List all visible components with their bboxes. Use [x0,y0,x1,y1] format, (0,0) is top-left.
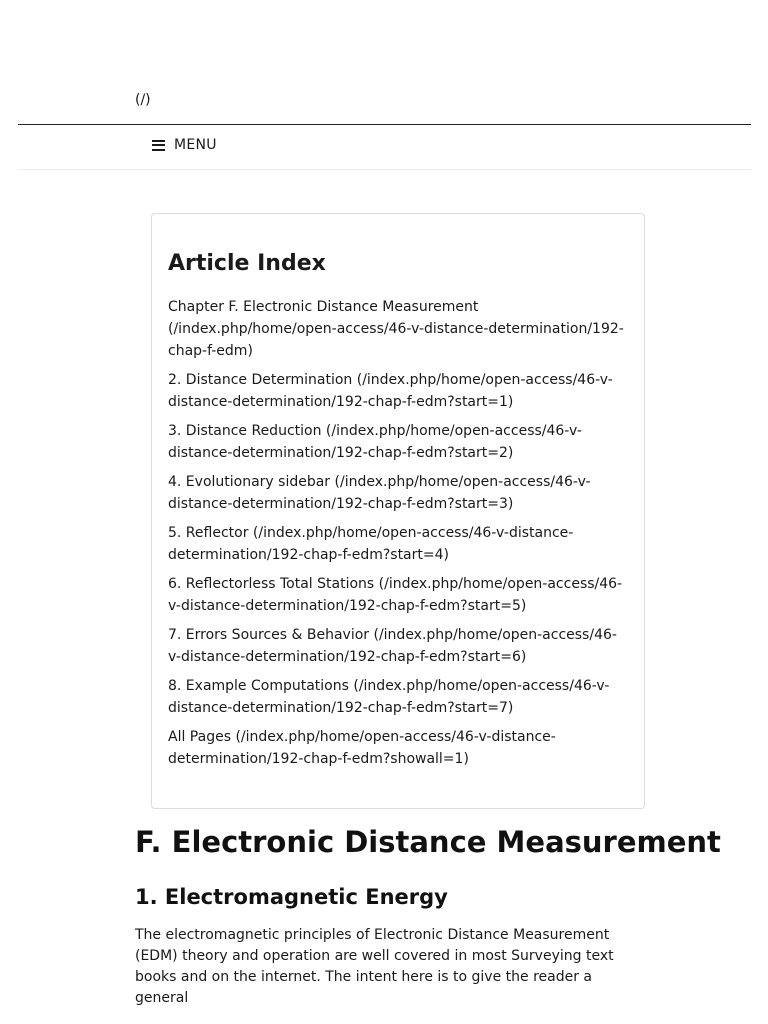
article-index-link-example-computations[interactable]: 8. Example Computations (/index.php/home/open-access/46-v-distance-determination/192-chap-f-edm?start=7) [168,678,610,716]
article-index-link-reflector[interactable]: 5. Reflector (/index.php/home/open-access/46-v-distance-determination/192-chap-f-edm?start=4) [168,525,574,563]
hamburger-menu-icon [152,140,165,151]
article-index-item [168,522,628,566]
article-index-link-chapter-f[interactable]: Chapter F. Electronic Distance Measurement (/index.php/home/open-access/46-v-distance-determination/192-chap-f-edm) [168,299,624,359]
article-index-link-errors-sources[interactable]: 7. Errors Sources & Behavior (/index.php/home/open-access/46-v-distance-determination/192-chap-f-edm?start=6) [168,627,617,665]
article-title: F. Electronic Distance Measurement [135,825,721,859]
menu-label: MENU [174,137,217,153]
article-index-item [168,296,628,362]
menu-button[interactable] [152,134,217,156]
intro-paragraph: The electromagnetic principles of Electronic Distance Measurement (EDM) theory and operation are well covered in most Surveying text books and on the internet. The intent here is to give the reader a general [135,927,614,1006]
header-divider [18,124,751,125]
article-index-item [168,369,628,413]
article-index-link-reflectorless-total-stations[interactable]: 6. Reflectorless Total Stations (/index.php/home/open-access/46-v-distance-determination/192-chap-f-edm?start=5) [168,576,623,614]
article-index-item [168,420,628,464]
menu-divider [18,169,751,170]
article-index-item [168,624,628,668]
article-index-item [168,471,628,515]
article-index-link-distance-determination[interactable]: 2. Distance Determination (/index.php/home/open-access/46-v-distance-determination/192-chap-f-edm?start=1) [168,372,613,410]
article-index-item [168,573,628,617]
article-index-panel [151,213,645,809]
article-index-link-evolutionary-sidebar[interactable]: 4. Evolutionary sidebar (/index.php/home/open-access/46-v-distance-determination/192-chap-f-edm?start=3) [168,474,591,512]
home-link[interactable]: (/) [135,92,151,108]
article-index-link-distance-reduction[interactable]: 3. Distance Reduction (/index.php/home/open-access/46-v-distance-determination/192-chap-f-edm?start=2) [168,423,582,461]
article-index-item [168,675,628,719]
article-index-item [168,726,628,770]
article-index-list [168,296,628,770]
section-heading: 1. Electromagnetic Energy [135,885,448,909]
article-index-link-all-pages[interactable]: All Pages (/index.php/home/open-access/46-v-distance-determination/192-chap-f-edm?showall=1) [168,729,556,767]
article-index-title: Article Index [168,251,326,276]
